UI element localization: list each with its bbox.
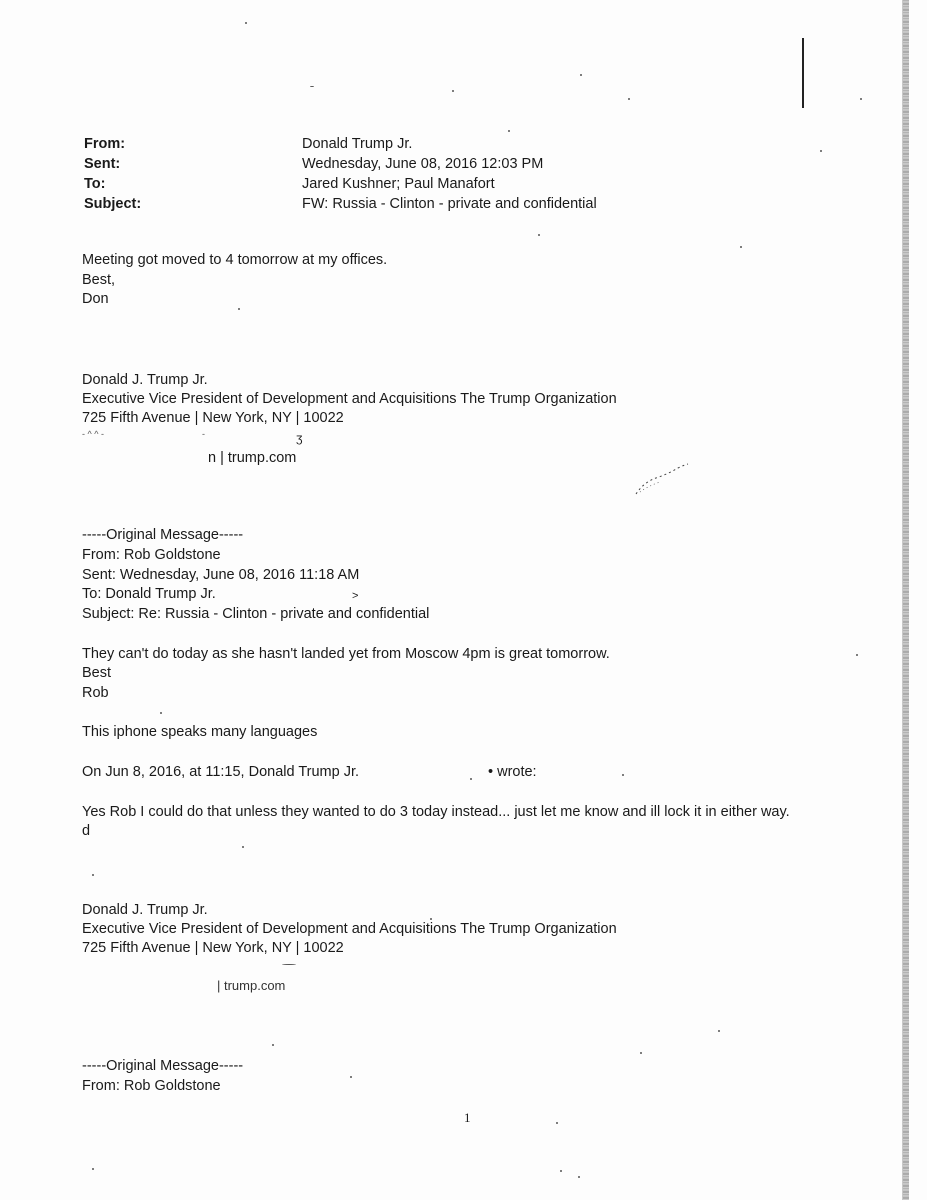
scan-speck — [740, 246, 742, 248]
scan-speck — [856, 654, 858, 656]
signature-name: Donald J. Trump Jr. — [82, 372, 208, 388]
body-line: Best, — [82, 272, 116, 288]
scan-speck — [578, 1176, 580, 1178]
body-line: Meeting got moved to 4 tomorrow at my offices. — [82, 252, 388, 268]
original-to: To: Donald Trump Jr. — [82, 586, 216, 602]
original-subject: Subject: Re: Russia - Clinton - private and confidential — [82, 606, 430, 622]
scan-speck — [538, 234, 540, 236]
to-value: Jared Kushner; Paul Manafort — [302, 176, 495, 192]
scan-speck — [452, 90, 454, 92]
scan-speck — [282, 964, 296, 965]
scanner-edge — [903, 0, 909, 1200]
scan-speck — [820, 150, 822, 152]
signature-title: Executive Vice President of Development and Acquisitions The Trump Organization — [82, 921, 617, 937]
quote-body-line: Yes Rob I could do that unless they wanted to do 3 today instead... just let me know and ill lock it in either way. — [82, 804, 790, 820]
scan-speck — [508, 130, 510, 132]
scan-speck — [556, 1122, 558, 1124]
scanner-edge-line — [902, 0, 903, 1200]
redacted-fragment: - — [202, 429, 205, 439]
scan-speck — [860, 98, 862, 100]
scan-speck — [640, 1052, 642, 1054]
original-body-line: Best — [82, 665, 112, 681]
scan-speck — [580, 74, 582, 76]
quote-wrote: • wrote: — [488, 764, 537, 780]
scan-speck — [272, 1044, 274, 1046]
sent-label: Sent: — [84, 156, 121, 172]
scan-speck — [628, 98, 630, 100]
scan-speck — [242, 846, 244, 848]
pen-mark-icon — [634, 462, 690, 498]
quote-body-line: d — [82, 823, 91, 839]
signature-web: | trump.com — [217, 978, 286, 993]
from-value: Donald Trump Jr. — [302, 136, 413, 152]
subject-label: Subject: — [84, 196, 142, 212]
scan-speck — [718, 1030, 720, 1032]
scan-artifact-line — [802, 38, 804, 108]
original-from: From: Rob Goldstone — [82, 547, 221, 563]
original-message-divider: -----Original Message----- — [82, 1058, 244, 1074]
original-sent: Sent: Wednesday, June 08, 2016 11:18 AM — [82, 567, 360, 583]
signature-web: n | trump.com — [208, 450, 297, 466]
sent-value: Wednesday, June 08, 2016 12:03 PM — [302, 156, 544, 172]
scan-speck — [92, 1168, 94, 1170]
signature-name: Donald J. Trump Jr. — [82, 902, 208, 918]
to-label: To: — [84, 176, 106, 192]
subject-value: FW: Russia - Clinton - private and confidential — [302, 196, 597, 212]
original-body-line: Rob — [82, 685, 109, 701]
redacted-fragment: - ^ ^ - — [82, 429, 104, 439]
original-from: From: Rob Goldstone — [82, 1078, 221, 1094]
body-line: Don — [82, 291, 109, 307]
scan-speck — [622, 774, 624, 776]
scan-speck — [310, 86, 314, 87]
from-label: From: — [84, 136, 126, 152]
quote-intro: On Jun 8, 2016, at 11:15, Donald Trump Jr. — [82, 764, 360, 780]
original-body-line: This iphone speaks many languages — [82, 724, 318, 740]
scan-speck — [92, 874, 94, 876]
scan-speck — [350, 1076, 352, 1078]
redacted-fragment: ʒ — [296, 431, 303, 445]
page-number: 1 — [464, 1110, 471, 1125]
signature-address: 725 Fifth Avenue | New York, NY | 10022 — [82, 940, 344, 956]
original-message-divider: -----Original Message----- — [82, 527, 244, 543]
signature-address: 725 Fifth Avenue | New York, NY | 10022 — [82, 410, 344, 426]
scan-speck — [238, 308, 240, 310]
original-body-line: They can't do today as she hasn't landed yet from Moscow 4pm is great tomorrow. — [82, 646, 610, 662]
signature-title: Executive Vice President of Development and Acquisitions The Trump Organization — [82, 391, 617, 407]
scan-speck — [245, 22, 247, 24]
scan-speck — [470, 778, 472, 780]
redacted-fragment: > — [352, 590, 359, 602]
scan-speck — [560, 1170, 562, 1172]
scan-speck — [160, 712, 162, 714]
